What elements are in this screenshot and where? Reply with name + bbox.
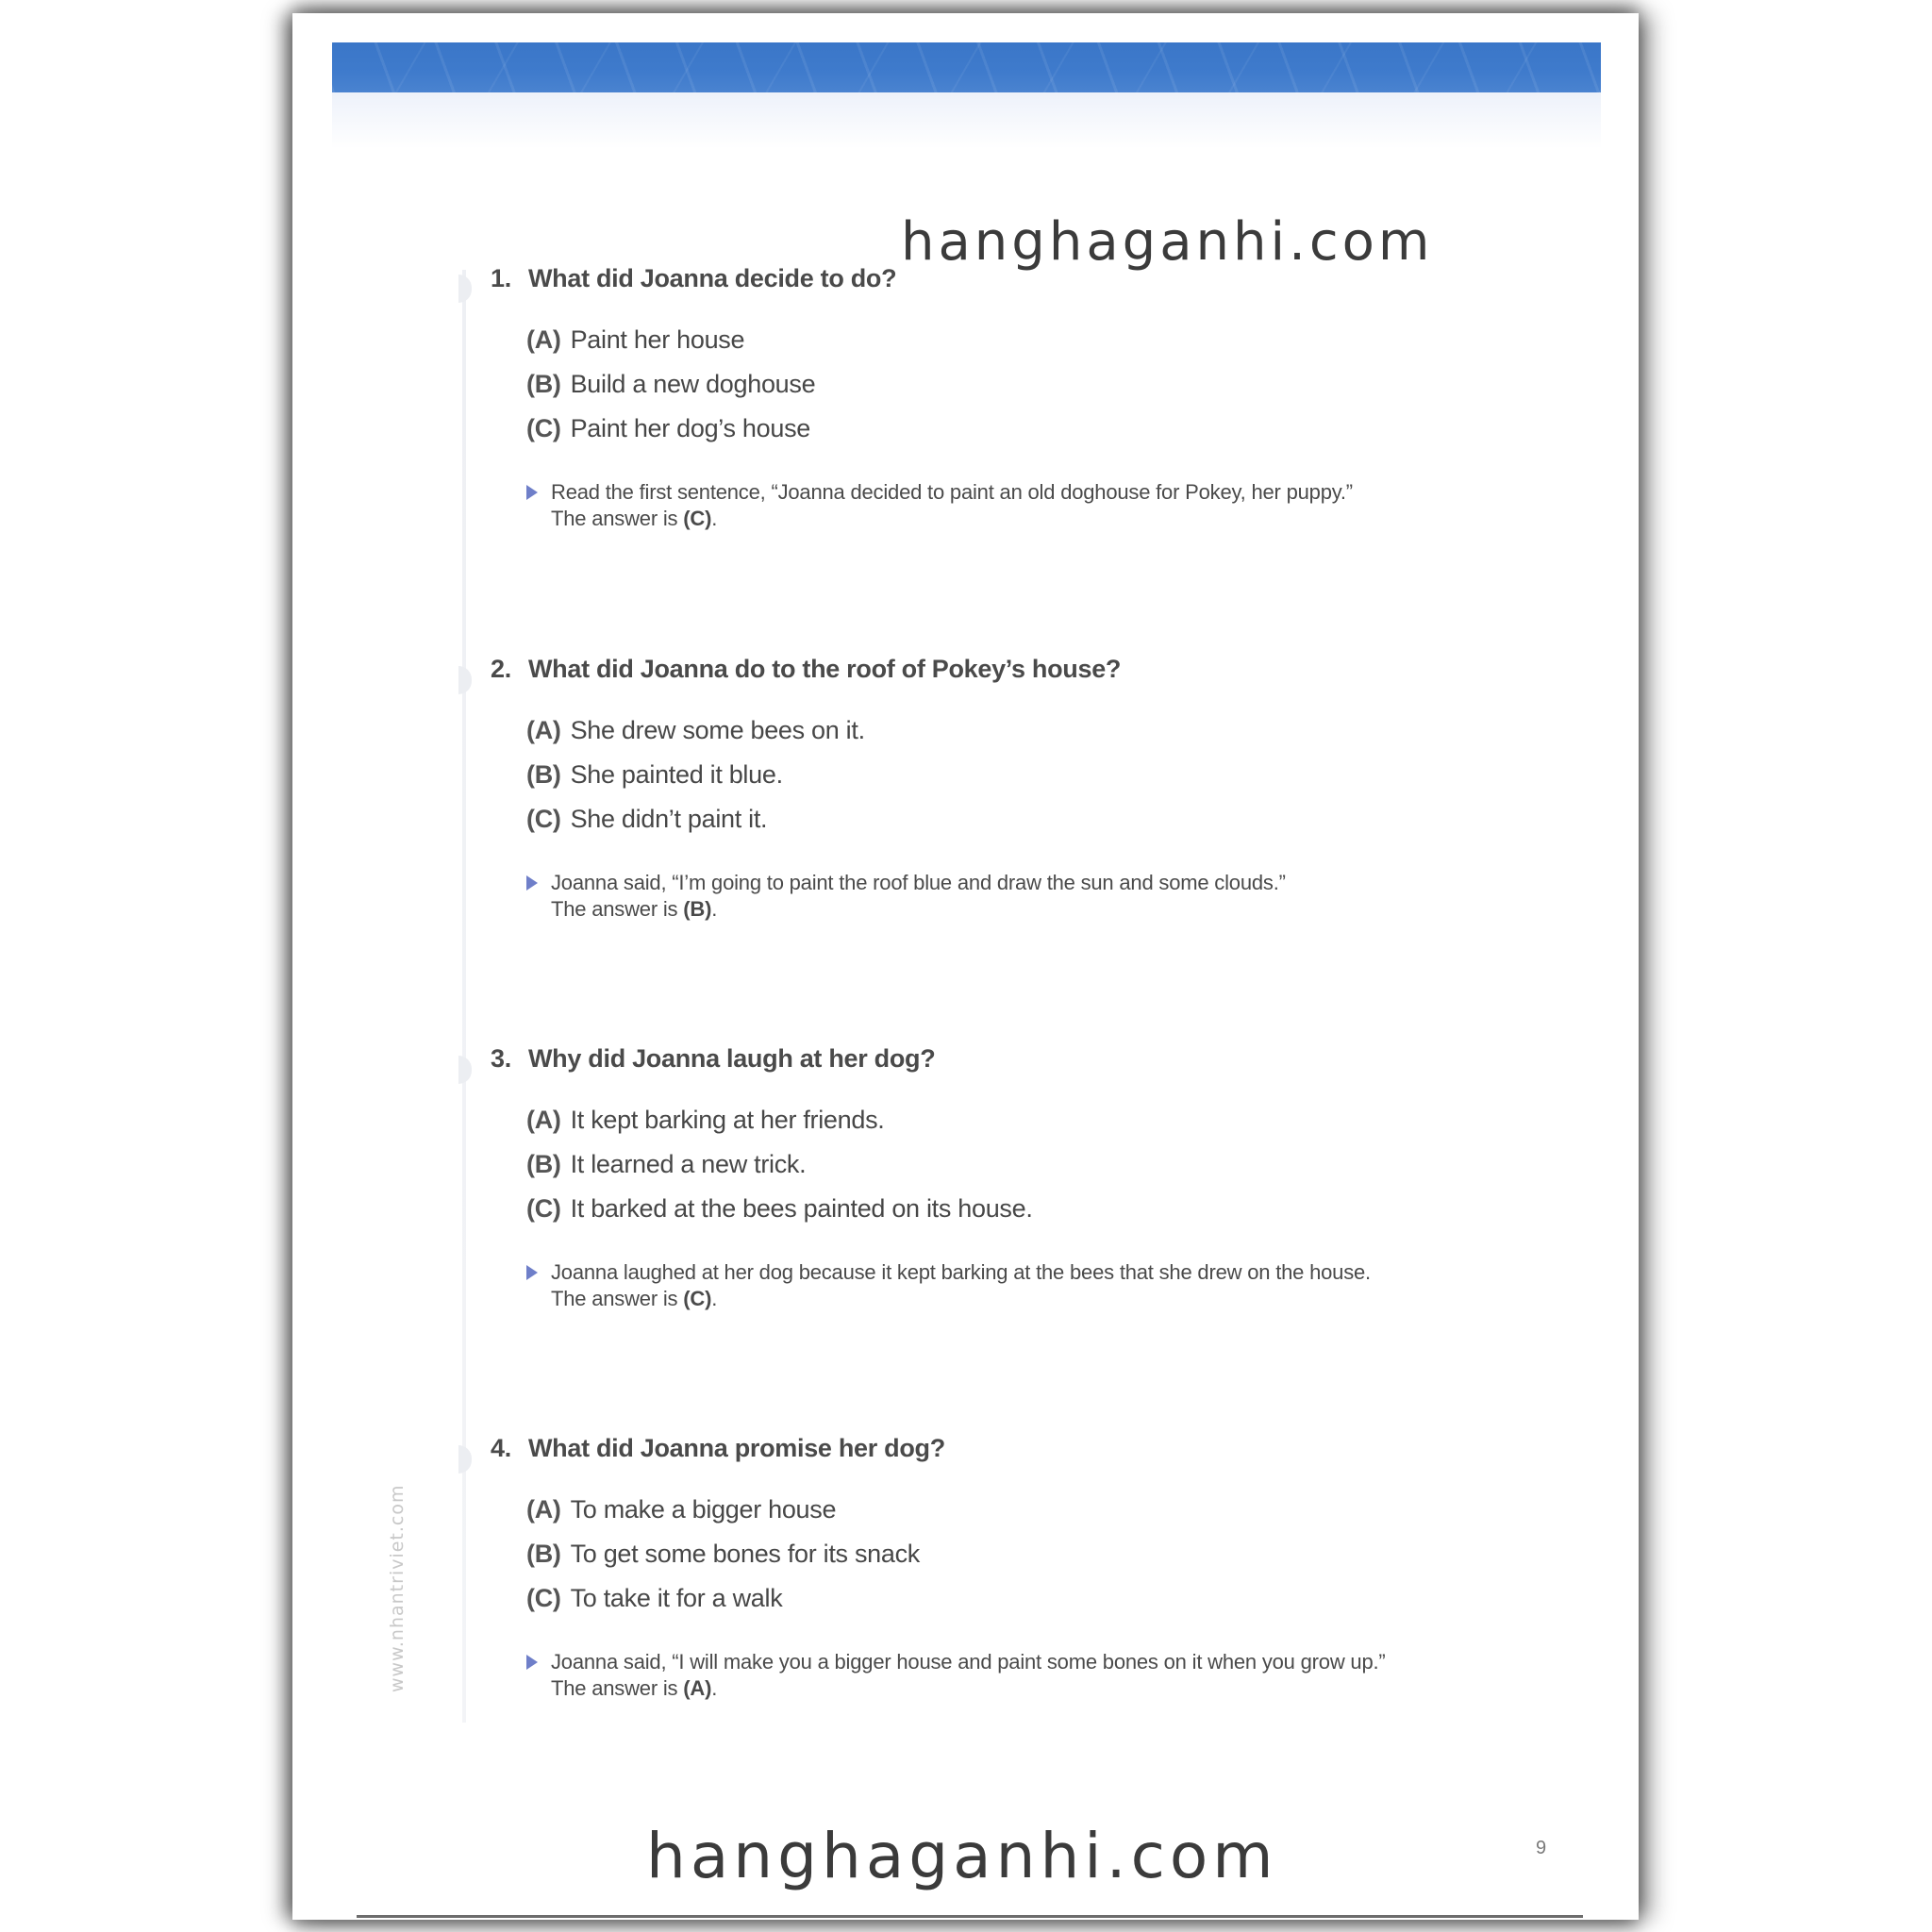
document-page <box>292 13 1639 1920</box>
question-3 <box>491 1044 1575 1312</box>
page-number: 9 <box>1536 1838 1547 1858</box>
question-number: 4. <box>491 1434 511 1462</box>
question-4 <box>491 1434 1575 1702</box>
option-a: (A) She drew some bees on it. <box>526 716 865 744</box>
question-text: Why did Joanna laugh at her dog? <box>528 1044 936 1073</box>
answer-options <box>526 1106 1575 1239</box>
question-number: 1. <box>491 264 511 292</box>
triangle-bullet-icon <box>526 875 538 891</box>
explanation <box>526 1649 1575 1702</box>
option-b: (B) It learned a new trick. <box>526 1150 807 1178</box>
question-title <box>491 1434 1575 1463</box>
watermark-top: hanghaganhi.com <box>901 211 1434 273</box>
answer-line: The answer is (C). <box>551 507 718 530</box>
question-marker-tab <box>458 1445 472 1474</box>
question-title <box>491 264 1575 293</box>
triangle-bullet-icon <box>526 485 538 500</box>
explanation <box>526 870 1575 923</box>
explanation <box>526 479 1575 532</box>
question-title <box>491 655 1575 684</box>
option-a: (A) To make a bigger house <box>526 1495 837 1524</box>
answer-letter: (B) <box>683 897 712 921</box>
question-marker-tab <box>458 666 472 694</box>
answer-letter: (C) <box>683 1287 712 1310</box>
option-b: (B) Build a new doghouse <box>526 370 816 398</box>
option-c: (C) To take it for a walk <box>526 1584 783 1612</box>
answer-options <box>526 716 1575 849</box>
triangle-bullet-icon <box>526 1655 538 1670</box>
question-marker-tab <box>458 1056 472 1084</box>
explanation-text: Joanna said, “I’m going to paint the roof blue and draw the sun and some clouds.” <box>551 871 1286 894</box>
triangle-bullet-icon <box>526 1265 538 1280</box>
answer-letter: (A) <box>683 1676 712 1700</box>
answer-line: The answer is (B). <box>551 897 718 921</box>
answer-line: The answer is (C). <box>551 1287 718 1310</box>
header-band-shadow <box>332 92 1601 149</box>
question-2 <box>491 655 1575 923</box>
option-c: (C) She didn’t paint it. <box>526 805 768 833</box>
question-1 <box>491 264 1575 532</box>
question-title <box>491 1044 1575 1074</box>
option-a: (A) It kept barking at her friends. <box>526 1106 885 1134</box>
explanation-text: Read the first sentence, “Joanna decided to paint an old doghouse for Pokey, her puppy.” <box>551 480 1353 504</box>
question-number: 3. <box>491 1044 511 1073</box>
side-publisher-url: www.nhantriviet.com <box>387 1484 408 1692</box>
question-marker-tab <box>458 275 472 303</box>
question-number: 2. <box>491 655 511 683</box>
option-a: (A) Paint her house <box>526 325 745 354</box>
answer-options <box>526 325 1575 458</box>
option-c: (C) Paint her dog’s house <box>526 414 810 442</box>
answer-options <box>526 1495 1575 1628</box>
option-c: (C) It barked at the bees painted on its house. <box>526 1194 1033 1223</box>
header-band <box>332 42 1601 92</box>
question-text: What did Joanna promise her dog? <box>528 1434 945 1462</box>
option-b: (B) To get some bones for its snack <box>526 1540 920 1568</box>
bottom-rule <box>357 1915 1583 1918</box>
explanation <box>526 1259 1575 1312</box>
answer-letter: (C) <box>683 507 712 530</box>
option-b: (B) She painted it blue. <box>526 760 783 789</box>
explanation-text: Joanna said, “I will make you a bigger house and paint some bones on it when you grow up.” <box>551 1650 1386 1674</box>
question-text: What did Joanna do to the roof of Pokey’s house? <box>528 655 1122 683</box>
answer-line: The answer is (A). <box>551 1676 718 1700</box>
watermark-bottom: hanghaganhi.com <box>646 1820 1278 1892</box>
explanation-text: Joanna laughed at her dog because it kept barking at the bees that she drew on the house. <box>551 1260 1371 1284</box>
margin-rule <box>462 270 466 1723</box>
question-text: What did Joanna decide to do? <box>528 264 897 292</box>
